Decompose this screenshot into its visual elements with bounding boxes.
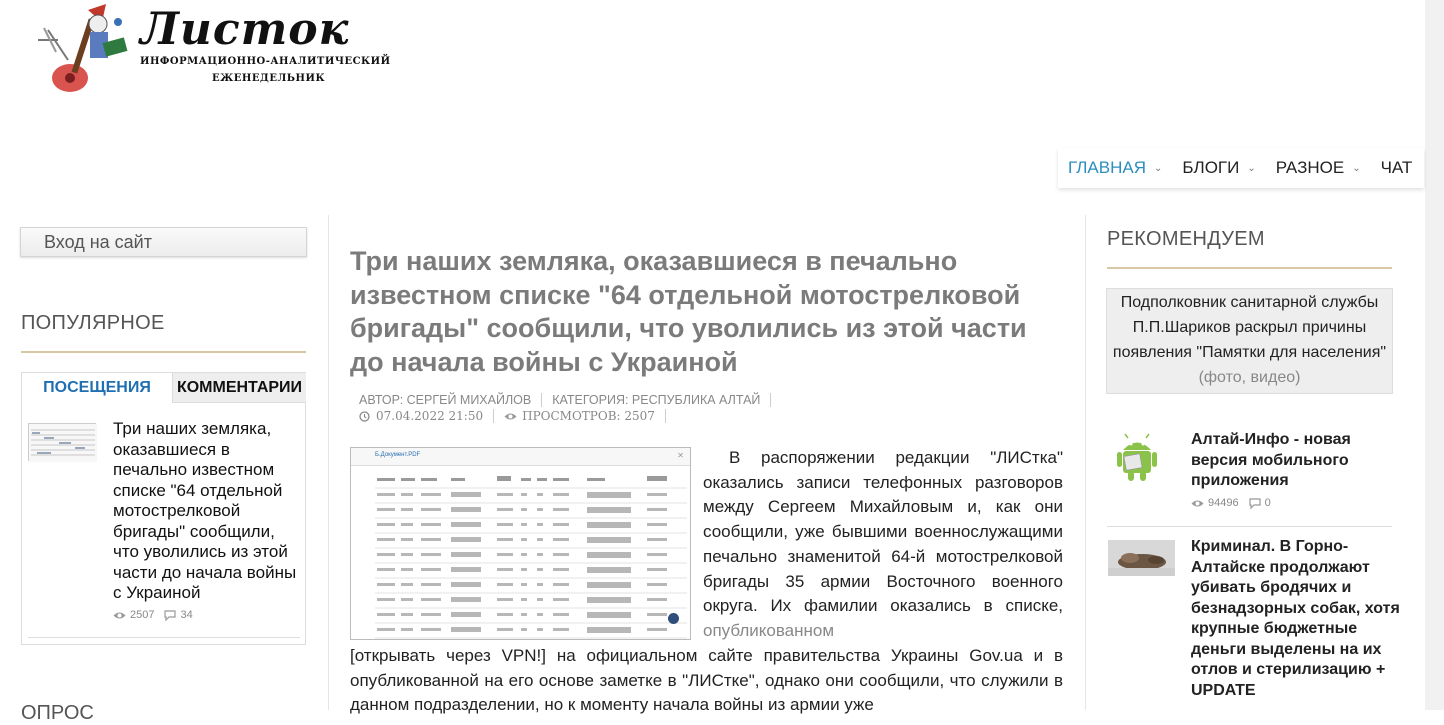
nav-item-blogs[interactable]: [1182, 158, 1255, 178]
article-date: 07.04.2022 21:50: [376, 409, 484, 423]
nav-item-label: БЛОГИ: [1182, 158, 1240, 177]
image-document-link: Б.Документ.PDF: [375, 452, 421, 458]
clock-icon: [359, 411, 370, 422]
article-meta: [359, 393, 781, 407]
article-author[interactable]: АВТОР: СЕРГЕЙ МИХАЙЛОВ: [359, 393, 532, 407]
eye-icon: [113, 611, 126, 620]
article-category[interactable]: КАТЕГОРИЯ: РЕСПУБЛИКА АЛТАЙ: [552, 393, 761, 407]
views-count: 2507: [130, 609, 155, 621]
logo-fox-guitar-icon: [28, 0, 138, 98]
logo-subtitle-2: ЕЖЕНЕДЕЛЬНИК: [212, 73, 326, 84]
divider: [28, 637, 300, 638]
comment-icon: [164, 610, 176, 621]
main-nav: [1058, 148, 1424, 188]
close-icon: ✕: [677, 451, 684, 460]
article-image[interactable]: [350, 447, 691, 640]
divider: [1107, 526, 1392, 527]
poll-heading: ОПРОС: [21, 702, 94, 724]
nav-item-home[interactable]: [1068, 158, 1162, 178]
popular-item-thumbnail[interactable]: [28, 423, 96, 461]
document-table-preview: [351, 448, 692, 641]
page-scrollbar[interactable]: [1425, 0, 1444, 710]
views-count: 94496: [1208, 497, 1239, 509]
article-body-text: В распоряжении редакции "ЛИСтка" оказались записи телефонных разговоров между Сергеем Михайловым и, как они сообщили, уже бывшими военнослужащими печально знаменитой 64-й мотострелковой бригады 35 армии Восточного военного округа. Их фамилии оказались в списке,: [703, 448, 1063, 616]
popular-item-meta: [113, 609, 193, 621]
article-source-link[interactable]: опубликованном: [703, 620, 835, 640]
news-item-title[interactable]: Криминал. В Горно-Алтайске продолжают убивать бродячих и безнадзорных собак, хотя крупные бюджетные деньги выделены на их отлов и стерилизацию + UPDATE: [1191, 538, 1400, 699]
tab-comments[interactable]: КОММЕНТАРИИ: [172, 373, 306, 403]
site-logo[interactable]: [28, 0, 408, 100]
comment-icon: [1249, 498, 1261, 509]
divider: [21, 351, 306, 353]
recommend-suffix: (фото, видео): [1198, 369, 1301, 386]
recommend-item[interactable]: [1106, 288, 1393, 394]
article-title[interactable]: Три наших земляка, оказавшиеся в печально известном списке "64 отдельной мотострелковой бригады" сообщили, что уволились из этой части до начала войны с Украиной: [350, 246, 1027, 377]
chevron-down-icon: ⌄: [1247, 162, 1256, 174]
news-item-meta: [1191, 497, 1271, 509]
nav-item-label: ЧАТ: [1380, 158, 1413, 177]
divider: [1107, 267, 1392, 269]
nav-item-label: ГЛАВНАЯ: [1068, 158, 1146, 177]
chevron-down-icon: ⌄: [1352, 162, 1361, 174]
news-item-title[interactable]: Алтай-Инфо - новая версия мобильного приложения: [1191, 431, 1351, 489]
comments-count: 0: [1264, 497, 1271, 509]
recommend-text: Подполковник санитарной службы П.П.Шариков раскрыл причины появления "Памятки для населения": [1112, 294, 1387, 361]
nav-item-chat[interactable]: [1381, 158, 1413, 178]
logo-subtitle: ИНФОРМАЦИОННО-АНАЛИТИЧЕСКИЙ: [140, 56, 391, 67]
popular-item-title[interactable]: Три наших земляка, оказавшиеся в печально известном списке "64 отдельной мотострелковой бригады" сообщили, что уволились из этой части до начала войны с Украиной: [113, 419, 297, 602]
column-divider: [328, 215, 329, 710]
nav-item-misc[interactable]: [1276, 158, 1361, 178]
news-item-thumbnail[interactable]: [1108, 540, 1175, 576]
tab-visits[interactable]: ПОСЕЩЕНИЯ: [22, 373, 172, 403]
nav-item-label: РАЗНОЕ: [1275, 158, 1345, 177]
popular-tabs-panel: [21, 372, 306, 645]
article-views: ПРОСМОТРОВ: 2507: [522, 409, 655, 423]
recommend-heading: РЕКОМЕНДУЕМ: [1107, 228, 1265, 250]
chevron-down-icon: ⌄: [1153, 162, 1163, 174]
popular-heading: ПОПУЛЯРНОЕ: [21, 312, 165, 334]
article-body-continued: [открывать через VPN!] на официальном сайте правительства Украины Gov.ua и в опубликованной на его основе заметке в "ЛИСтке", однако они сообщили, что служили в данном подразделении, но к моменту начала войны из армии уже: [350, 646, 1063, 715]
login-button[interactable]: Вход на сайт: [20, 227, 307, 257]
eye-icon: [1191, 499, 1204, 508]
eye-icon: [504, 412, 517, 421]
article-meta-secondary: [359, 409, 676, 423]
logo-title: Листок: [140, 4, 350, 55]
image-nav-dot-icon[interactable]: [668, 613, 679, 624]
comments-count: 34: [180, 609, 193, 621]
android-app-icon[interactable]: [1115, 433, 1159, 483]
column-divider: [1085, 215, 1086, 710]
article-body: [703, 446, 1063, 644]
